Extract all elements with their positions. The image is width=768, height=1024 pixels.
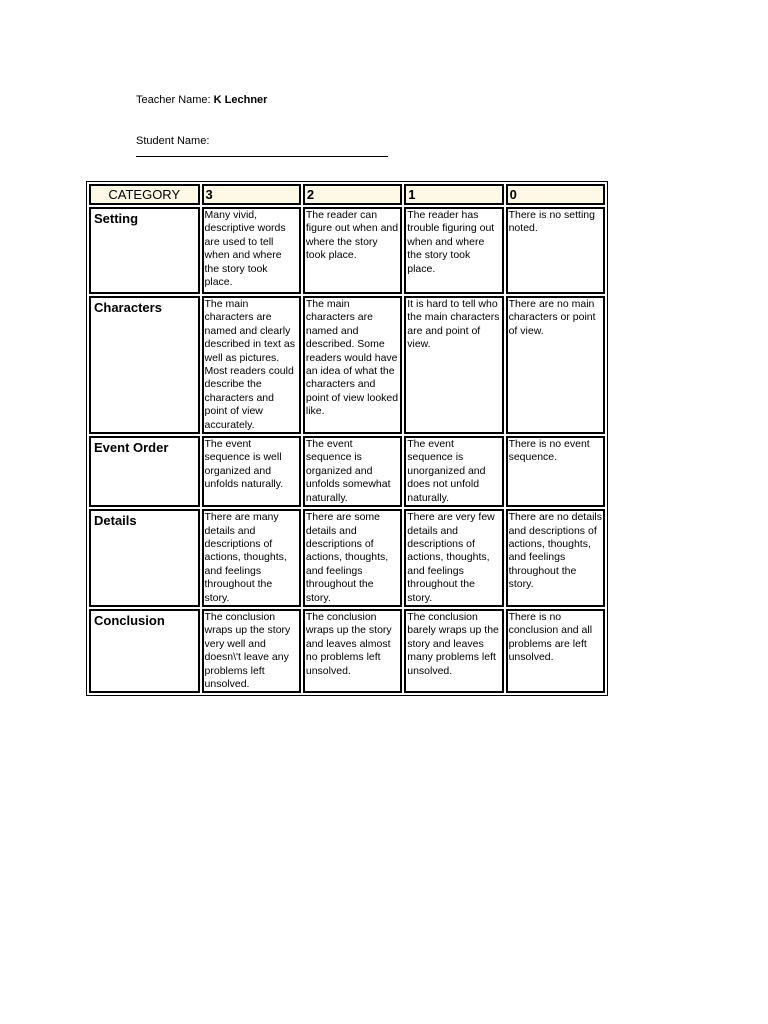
- criteria-cell: It is hard to tell who the main characters are and point of view.: [404, 296, 503, 434]
- header-category: CATEGORY: [89, 184, 200, 205]
- header-score-1: 1: [404, 184, 503, 205]
- rubric-row-conclusion: [89, 609, 605, 693]
- criteria-cell: The conclusion wraps up the story and leaves almost no problems left unsolved.: [303, 609, 402, 693]
- header-score-0: 0: [506, 184, 605, 205]
- criteria-cell: There is no conclusion and all problems are left unsolved.: [506, 609, 605, 693]
- criteria-cell: The main characters are named and clearly described in text as well as pictures. Most readers could describe the characters and point of view accurately.: [202, 296, 301, 434]
- header-score-2: 2: [303, 184, 402, 205]
- criteria-cell: There are many details and descriptions of actions, thoughts, and feelings throughout the story.: [202, 509, 301, 607]
- category-cell: Setting: [89, 207, 200, 294]
- student-name-blank-line: [136, 156, 388, 157]
- header-score-3: 3: [202, 184, 301, 205]
- criteria-cell: The event sequence is organized and unfolds somewhat naturally.: [303, 436, 402, 507]
- criteria-cell: The conclusion wraps up the story very well and doesn\'t leave any problems left unsolved.: [202, 609, 301, 693]
- criteria-cell: There are no main characters or point of view.: [506, 296, 605, 434]
- criteria-cell: There is no setting noted.: [506, 207, 605, 294]
- category-cell: Conclusion: [89, 609, 200, 693]
- criteria-cell: There is no event sequence.: [506, 436, 605, 507]
- criteria-cell: The event sequence is unorganized and does not unfold naturally.: [404, 436, 503, 507]
- student-name-label: Student Name:: [136, 135, 210, 147]
- teacher-name-line: [136, 94, 267, 106]
- rubric-header-row: [89, 184, 605, 205]
- rubric-table: [86, 181, 608, 696]
- category-cell: Event Order: [89, 436, 200, 507]
- criteria-cell: The main characters are named and described. Some readers would have an idea of what the characters and point of view looked like.: [303, 296, 402, 434]
- criteria-cell: The reader can figure out when and where the story took place.: [303, 207, 402, 294]
- category-cell: Characters: [89, 296, 200, 434]
- teacher-name-value: K Lechner: [213, 94, 268, 106]
- category-cell: Details: [89, 509, 200, 607]
- rubric-row-setting: [89, 207, 605, 294]
- rubric-row-details: [89, 509, 605, 607]
- criteria-cell: The event sequence is well organized and unfolds naturally.: [202, 436, 301, 507]
- criteria-cell: There are some details and descriptions of actions, thoughts, and feelings throughout the story.: [303, 509, 402, 607]
- criteria-cell: There are very few details and descriptions of actions, thoughts, and feelings throughout the story.: [404, 509, 503, 607]
- criteria-cell: The reader has trouble figuring out when and where the story took place.: [404, 207, 503, 294]
- criteria-cell: The conclusion barely wraps up the story and leaves many problems left unsolved.: [404, 609, 503, 693]
- rubric-row-event-order: [89, 436, 605, 507]
- teacher-name-label: Teacher Name:: [136, 94, 211, 106]
- criteria-cell: There are no details and descriptions of actions, thoughts, and feelings throughout the story.: [506, 509, 605, 607]
- criteria-cell: Many vivid, descriptive words are used to tell when and where the story took place.: [202, 207, 301, 294]
- rubric-row-characters: [89, 296, 605, 434]
